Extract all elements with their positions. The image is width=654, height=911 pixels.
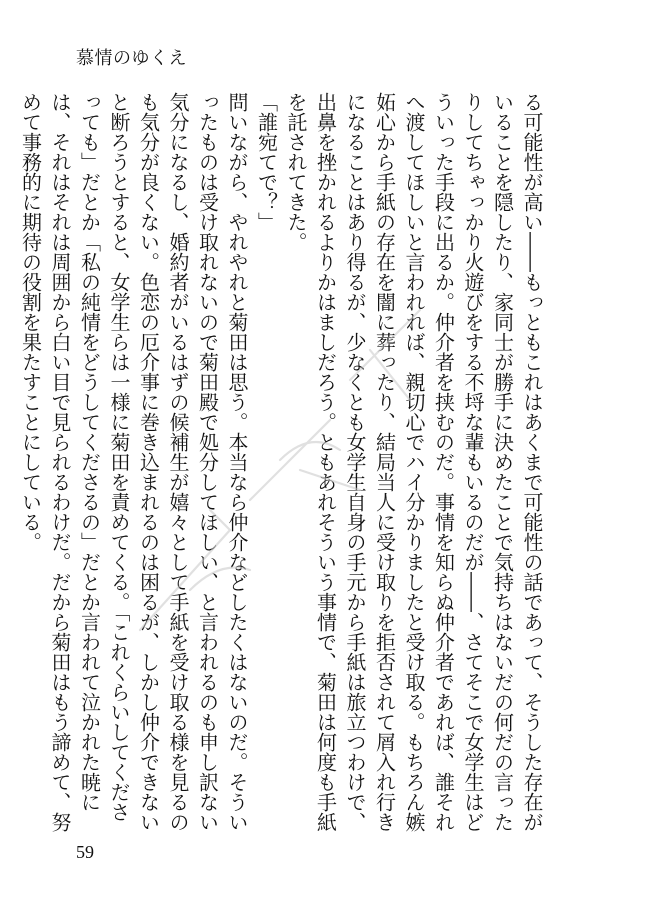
paragraph-1: る可能性が高い――もっともこれはあくまで可能性の話であって、そうした存在がいることを隠したり、家同士が勝手に決めたことで気持ちはないだの何だの言ったりしてちゃっかり火遊びをする不埒な輩もいるのだが――、さてそこで女学生はどういった手段に出るか。仲介者を挟むのだ。事情を知らぬ仲介者であれば、誰それへ渡してほしいと言われれば、親切心でハイ分かりましたと受け取る。もちろん嫉妬心から手紙の存在を闇に葬ったり、結局当人に受け取りを拒否されて屑入れ行きになることはあり得るが、少なくとも女学生自身の手元から手紙は旅立つわけで、出鼻を挫かれるよりかはましだろう。ともあれそういう事情で、菊田は何度も手紙を託されてきた。 <box>284 92 544 832</box>
vertical-text-block <box>18 92 546 836</box>
paragraph-3: 問いながら、やれやれと菊田は思う。本当なら仲介などしたくはないのだ。そういったものは受け取れないので菊田殿で処分してほしい、と言われるのも申し訳ない気分になるし、婚約者がいるはずの候補生が嬉々として手紙を受け取る様を見るのも気分が良くない。色恋の厄介事に巻き込まれるのは困るが、しかし仲介できないと断ろうとすると、女学生らは一様に菊田を責めてくる。「これくらいしてくださっても」だとか「私の純情をどうしてくださるの」だとか言われて泣かれた暁には、それはそれは周囲から白い目で見られるわけだ。だから菊田はもう諦めて、努めて事務的に期待の役割を果たすことにしている。 <box>18 92 249 832</box>
page-number: 59 <box>76 842 94 862</box>
running-head: 慕情のゆくえ <box>76 48 187 69</box>
paragraph-2: 「誰宛てで？」 <box>254 92 279 232</box>
